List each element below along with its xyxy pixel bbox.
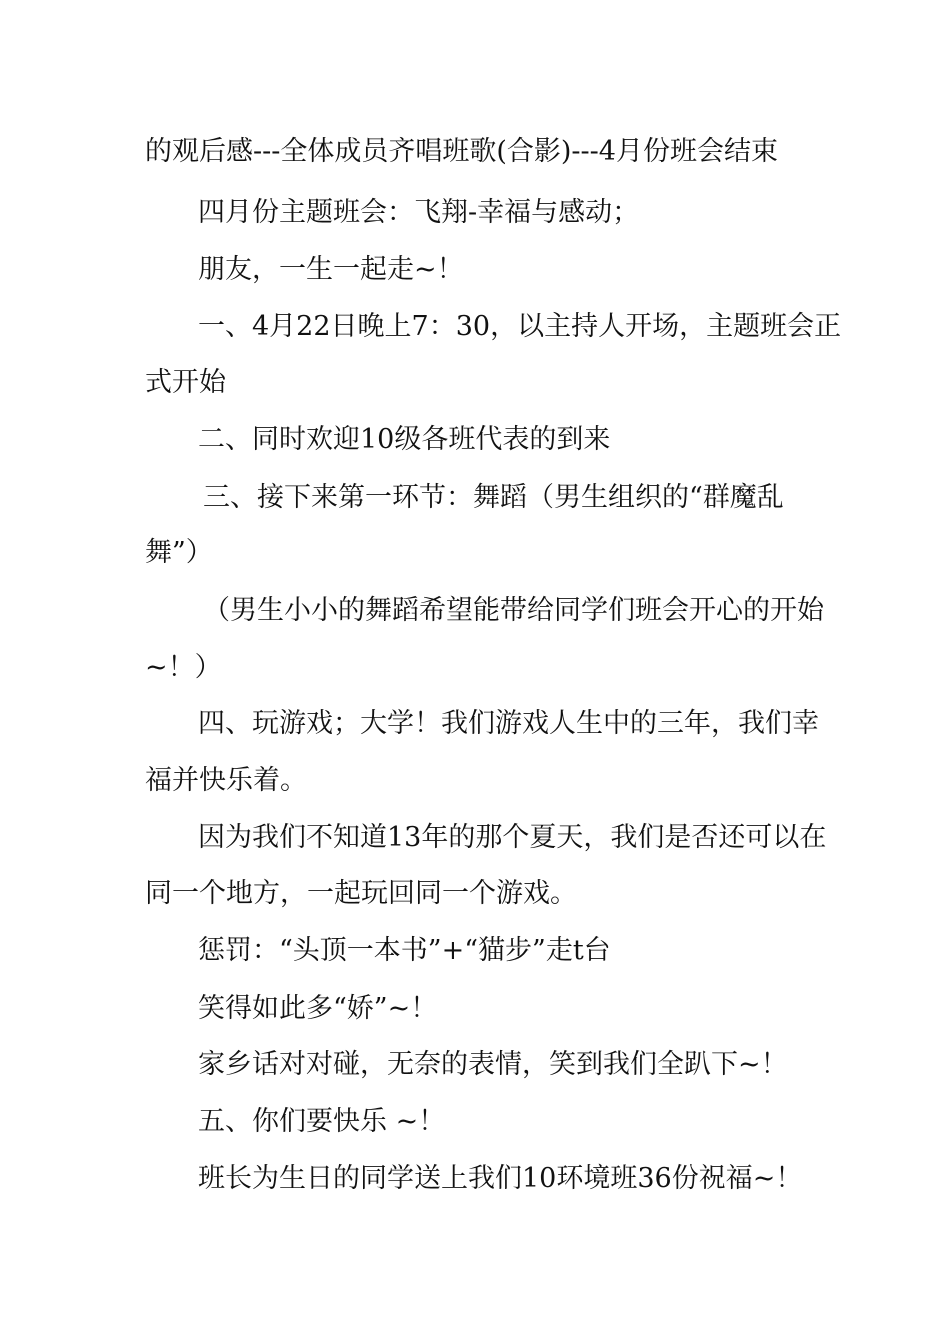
- text-line: 班长为生日的同学送上我们10环境班36份祝福~！: [198, 1163, 803, 1194]
- text-line: 的观后感---全体成员齐唱班歌(合影)---4月份班会结束: [145, 136, 778, 167]
- text-line: ~！）: [145, 652, 222, 683]
- text-line: （男生小小的舞蹈希望能带给同学们班会开心的开始: [203, 595, 824, 626]
- text-line: 因为我们不知道13年的那个夏天，我们是否还可以在: [198, 822, 827, 853]
- text-line: 三、接下来第一环节：舞蹈（男生组织的“群魔乱: [203, 482, 784, 513]
- text-line: 二、同时欢迎10级各班代表的到来: [198, 424, 611, 455]
- text-line: 笑得如此多“娇”~！: [198, 993, 438, 1024]
- text-line: 四、玩游戏；大学！我们游戏人生中的三年，我们幸: [198, 708, 819, 739]
- text-line: 四月份主题班会：飞翔-幸福与感动；: [198, 197, 640, 228]
- text-line: 式开始: [145, 367, 226, 398]
- text-line: 惩罚：“头顶一本书”+“猫步”走t台: [198, 935, 611, 966]
- text-line: 一、4月22日晚上7：30，以主持人开场，主题班会正: [198, 311, 842, 342]
- text-line: 朋友，一生一起走~！: [198, 254, 464, 285]
- text-line: 福并快乐着。: [145, 765, 307, 796]
- text-line: 五、你们要快乐 ~！: [198, 1106, 446, 1137]
- text-line: 舞”）: [145, 537, 213, 568]
- text-line: 同一个地方，一起玩回同一个游戏。: [145, 878, 577, 909]
- text-line: 家乡话对对碰，无奈的表情，笑到我们全趴下~！: [198, 1049, 788, 1080]
